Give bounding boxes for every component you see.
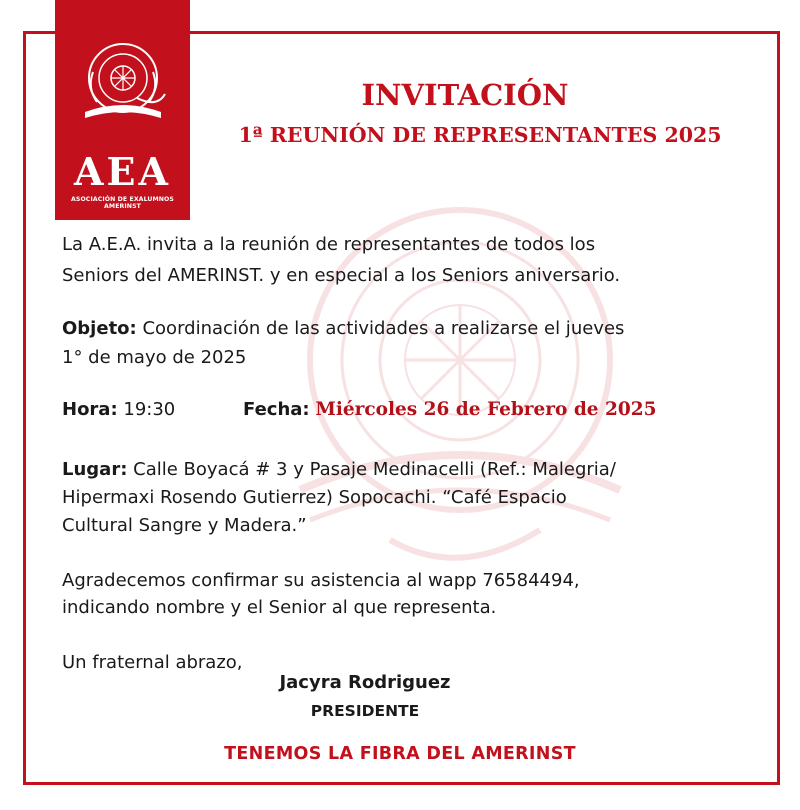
- hora-label: Hora:: [62, 399, 118, 420]
- objeto-line-2: 1° de mayo de 2025: [62, 347, 247, 368]
- aea-logo: [55, 0, 190, 220]
- intro-line-1: La A.E.A. invita a la reunión de representantes de todos los: [62, 234, 596, 255]
- meeting-subtitle: 1ª REUNIÓN DE REPRESENTANTES 2025: [238, 123, 722, 147]
- logo-acronym: AEA: [74, 149, 171, 194]
- confirm-line-2: indicando nombre y el Senior al que representa.: [62, 597, 497, 618]
- footer-slogan: TENEMOS LA FIBRA DEL AMERINST: [224, 744, 576, 764]
- signature-title: PRESIDENTE: [310, 702, 420, 720]
- objeto-label: Objeto:: [62, 318, 137, 339]
- intro-line-2: Seniors del AMERINST. y en especial a los Seniors aniversario.: [62, 265, 621, 286]
- invitation-title: INVITACIÓN: [361, 78, 569, 112]
- objeto-line-1: [62, 316, 624, 342]
- confirm-line-1: Agradecemos confirmar su asistencia al wapp 76584494,: [62, 570, 580, 591]
- hora-row: [62, 397, 175, 423]
- fecha-row: [243, 397, 656, 423]
- lugar-line-1: [62, 457, 616, 483]
- lugar-text: Calle Boyacá # 3 y Pasaje Medinacelli (Ref.: Malegria/: [133, 459, 616, 480]
- fecha-value: Miércoles 26 de Febrero de 2025: [315, 399, 657, 420]
- institute-seal-icon: [77, 38, 169, 130]
- lugar-label: Lugar:: [62, 459, 128, 480]
- lugar-line-3: Cultural Sangre y Madera.”: [62, 515, 307, 536]
- logo-association-name: ASOCIACIÓN DE EXALUMNOS AMERINST: [71, 196, 174, 210]
- signature-name: Jacyra Rodriguez: [279, 672, 451, 693]
- fecha-label: Fecha:: [243, 399, 310, 420]
- hora-value: 19:30: [123, 399, 176, 420]
- closing-text: Un fraternal abrazo,: [62, 652, 243, 673]
- lugar-line-2: Hipermaxi Rosendo Gutierrez) Sopocachi. “Café Espacio: [62, 487, 567, 508]
- objeto-text: Coordinación de las actividades a realizarse el jueves: [142, 318, 625, 339]
